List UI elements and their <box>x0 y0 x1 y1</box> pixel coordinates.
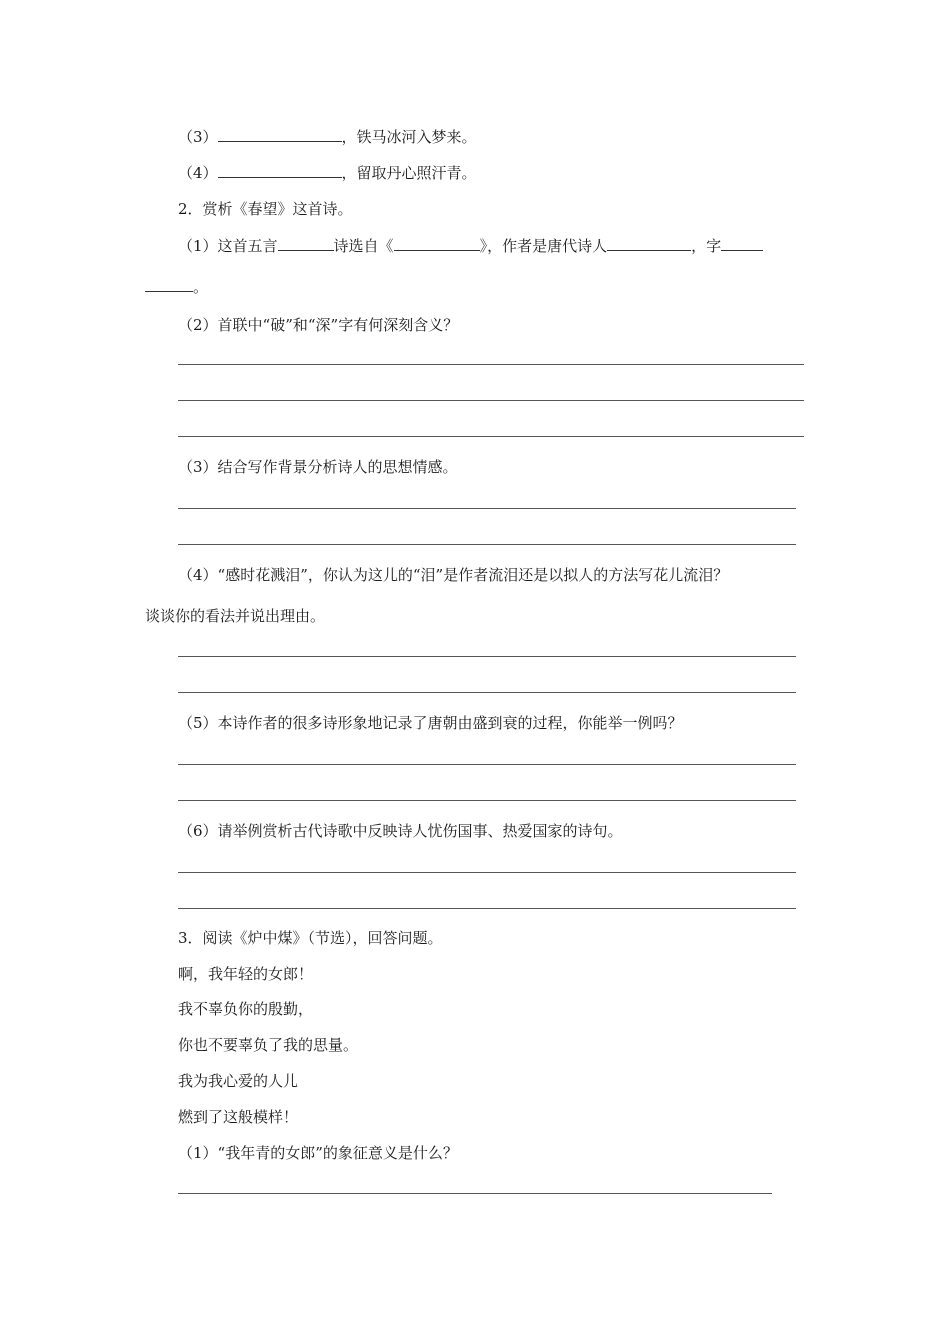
answer-line[interactable] <box>178 800 796 801</box>
q2-sub-1-text-a: （1）这首五言 <box>178 237 278 255</box>
answer-line[interactable] <box>178 692 796 693</box>
q1-item-3-text: ，铁马冰河入梦来。 <box>341 128 477 146</box>
q2-sub-1-blank-poet[interactable] <box>607 236 691 251</box>
q3-sub-1: （1）“我年青的女郎”的象征意义是什么？ <box>178 1144 458 1162</box>
poem-line: 燃到了这般模样！ <box>178 1108 299 1126</box>
q1-item-4-label: （4） <box>178 164 218 182</box>
q2-sub-1-blank-zi-a[interactable] <box>721 236 763 251</box>
answer-line[interactable] <box>178 508 796 509</box>
q2-title: 2．赏析《春望》这首诗。 <box>178 200 353 218</box>
q2-sub-1-blank-zi-b[interactable] <box>145 277 193 292</box>
q2-sub-1-text-c: 》，作者是唐代诗人 <box>479 237 608 255</box>
q2-sub-1-text-d: ，字 <box>691 237 722 255</box>
answer-line[interactable] <box>178 656 796 657</box>
answer-line[interactable] <box>178 764 796 765</box>
q2-sub-2: （2）首联中“破”和“深”字有何深刻含义？ <box>178 316 459 334</box>
q2-sub-6: （6）请举例赏析古代诗歌中反映诗人忧伤国事、热爱国家的诗句。 <box>178 822 623 840</box>
answer-line[interactable] <box>178 1193 772 1194</box>
answer-line[interactable] <box>178 400 804 401</box>
answer-line[interactable] <box>178 544 796 545</box>
q1-item-3-label: （3） <box>178 128 218 146</box>
q1-item-3 <box>178 127 477 147</box>
poem-line: 我为我心爱的人儿 <box>178 1072 299 1090</box>
poem-line: 我不辜负你的殷勤， <box>178 1000 314 1018</box>
poem-line: 啊，我年轻的女郎！ <box>178 965 314 983</box>
q2-sub-5: （5）本诗作者的很多诗形象地记录了唐朝由盛到衰的过程，你能举一例吗？ <box>178 714 683 732</box>
poem-line: 你也不要辜负了我的思量。 <box>178 1036 359 1054</box>
q1-item-4 <box>178 163 477 183</box>
q2-sub-4-line-1: （4）“感时花溅泪”，你认为这儿的“泪”是作者流泪还是以拟人的方法写花儿流泪？ <box>178 566 729 584</box>
answer-line[interactable] <box>178 436 804 437</box>
q1-item-4-blank[interactable] <box>218 163 342 178</box>
q1-item-4-text: ，留取丹心照汗青。 <box>341 164 477 182</box>
answer-line[interactable] <box>178 872 796 873</box>
answer-line[interactable] <box>178 908 796 909</box>
q2-sub-1-blank-genre[interactable] <box>278 236 334 251</box>
q2-sub-3: （3）结合写作背景分析诗人的思想情感。 <box>178 458 458 476</box>
q2-sub-1 <box>178 236 763 256</box>
q2-sub-1-cont <box>145 277 208 297</box>
q3-title: 3．阅读《炉中煤》（节选），回答问题。 <box>178 929 443 947</box>
answer-line[interactable] <box>178 364 804 365</box>
q2-sub-4-line-2: 谈谈你的看法并说出理由。 <box>145 607 326 625</box>
q1-item-3-blank[interactable] <box>218 127 342 142</box>
q2-sub-1-blank-collection[interactable] <box>394 236 480 251</box>
q2-sub-1-text-e: 。 <box>193 278 209 296</box>
q2-sub-1-text-b: 诗选自《 <box>333 237 394 255</box>
